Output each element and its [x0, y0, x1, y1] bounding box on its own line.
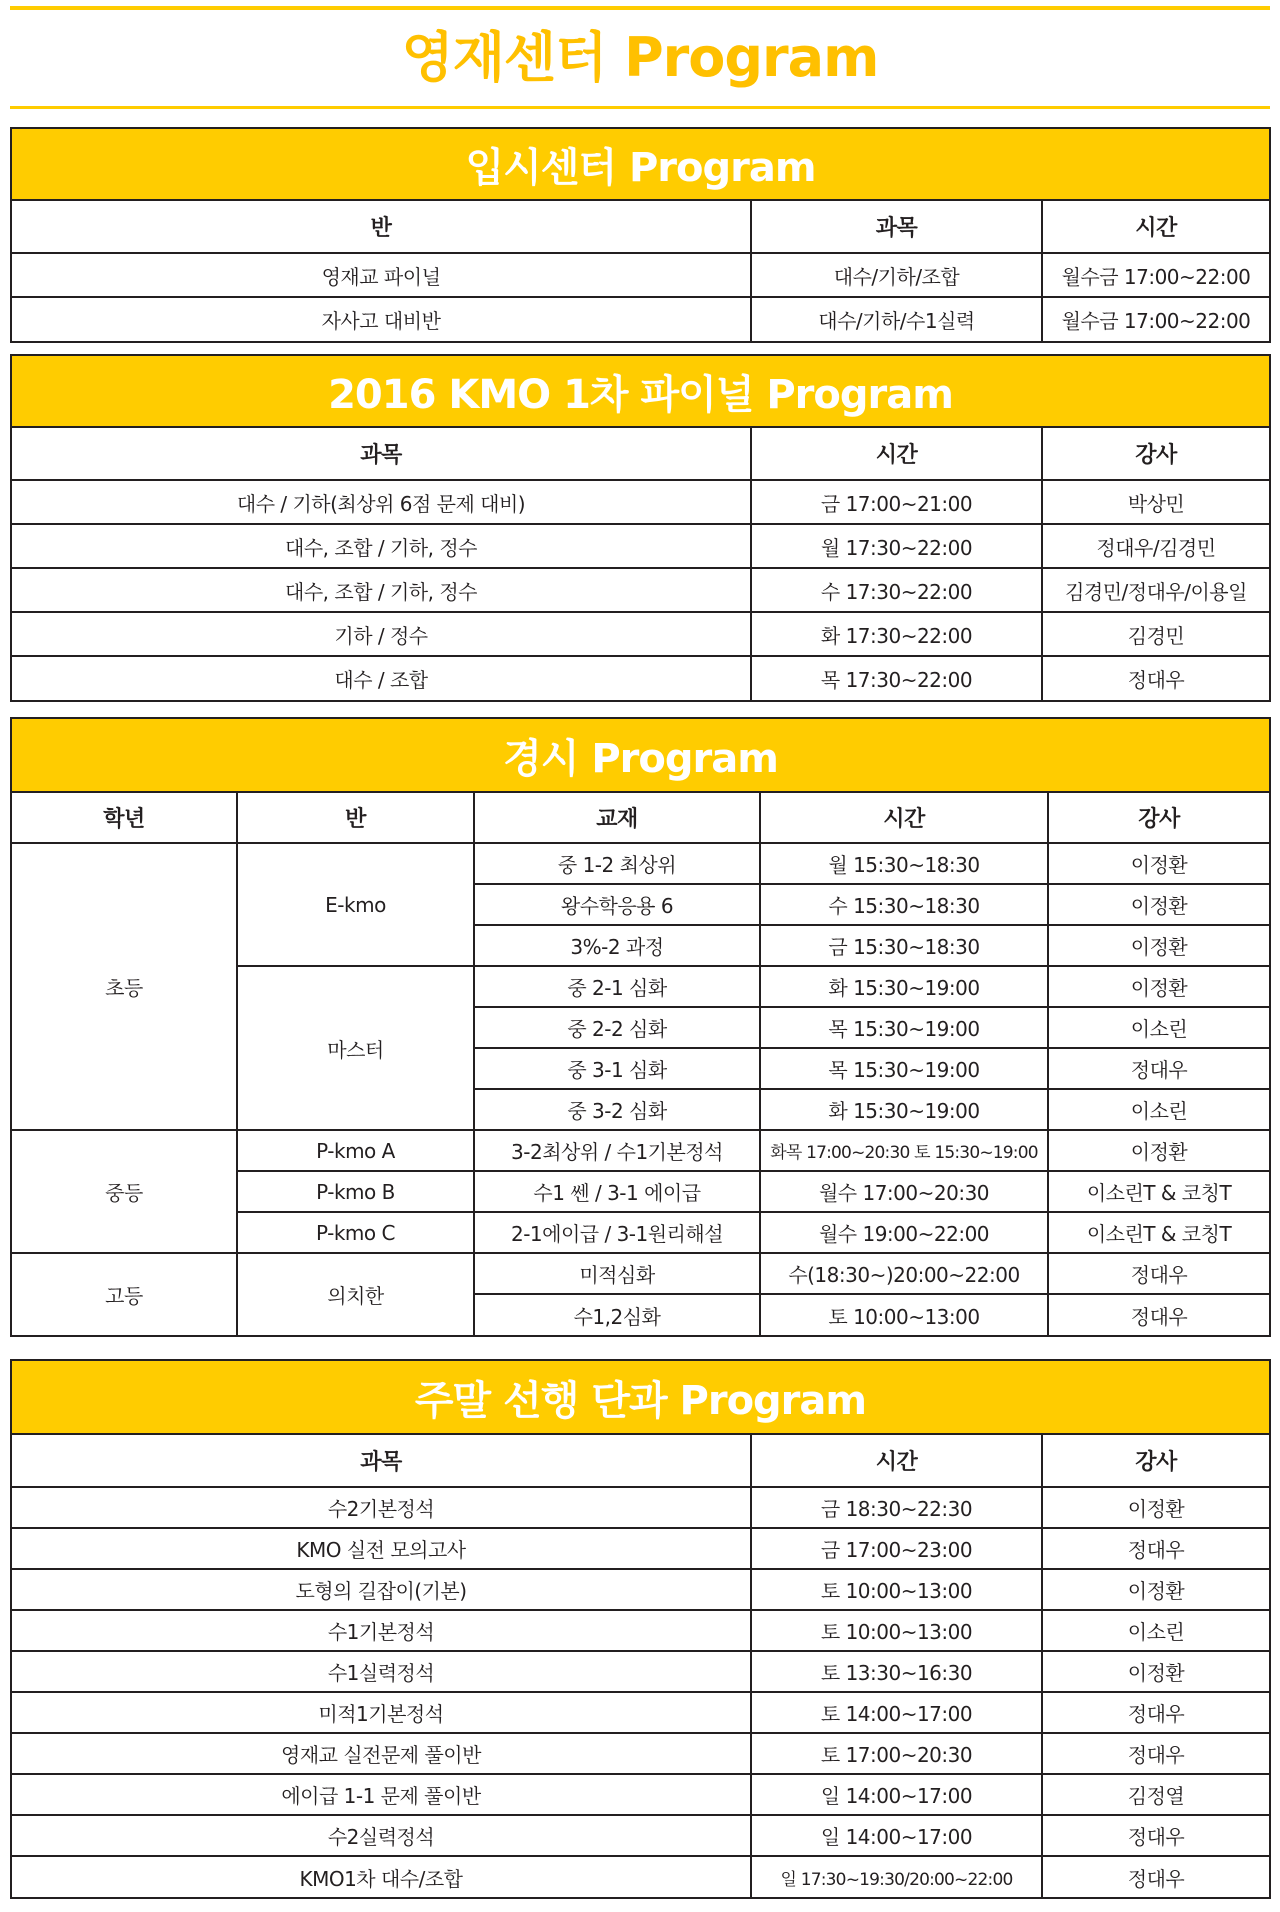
admission-section [10, 127, 1271, 343]
cell-instructor: 정대우 [1048, 1294, 1269, 1335]
cell-textbook: 2-1에이급 / 3-1원리해설 [474, 1212, 760, 1253]
cell-textbook: 중 3-2 심화 [474, 1089, 760, 1130]
cell-instructor: 김경민/정대우/이용일 [1042, 568, 1269, 612]
col-header-instructor: 강사 [1042, 428, 1269, 480]
cell-grade: 중등 [12, 1130, 237, 1253]
cell-class: E-kmo [237, 843, 474, 966]
cell-instructor: 김정열 [1042, 1774, 1269, 1815]
cell-textbook: 왕수학응용 6 [474, 884, 760, 925]
cell-time: 수 15:30~18:30 [760, 884, 1048, 925]
cell-class: 영재교 파이널 [12, 253, 751, 297]
cell-textbook: 미적심화 [474, 1253, 760, 1294]
cell-subject: 기하 / 정수 [12, 612, 751, 656]
cell-subject: 수1기본정석 [12, 1610, 751, 1651]
col-header-time: 시간 [1042, 201, 1269, 253]
cell-textbook: 중 1-2 최상위 [474, 843, 760, 884]
col-header-class: 반 [12, 201, 751, 253]
cell-textbook: 3%-2 과정 [474, 925, 760, 966]
cell-time: 일 14:00~17:00 [751, 1815, 1042, 1856]
cell-time: 금 17:00~23:00 [751, 1528, 1042, 1569]
cell-instructor: 정대우 [1042, 1528, 1269, 1569]
table-row [12, 1692, 1269, 1733]
col-header-textbook: 교재 [474, 793, 760, 843]
cell-time: 월 15:30~18:30 [760, 843, 1048, 884]
table-row [12, 524, 1269, 568]
cell-instructor: 이소린T & 코칭T [1048, 1171, 1269, 1212]
table-row [12, 1774, 1269, 1815]
top-rule [10, 6, 1270, 10]
cell-time: 일 17:30~19:30/20:00~22:00 [751, 1856, 1042, 1897]
admission-section-title: 입시센터 Program [12, 129, 1269, 201]
cell-time: 목 15:30~19:00 [760, 1048, 1048, 1089]
cell-textbook: 수1 쎈 / 3-1 에이급 [474, 1171, 760, 1212]
cell-subject: 수2기본정석 [12, 1487, 751, 1528]
cell-time: 토 14:00~17:00 [751, 1692, 1042, 1733]
cell-class: 마스터 [237, 966, 474, 1130]
weekend-table [12, 1435, 1269, 1897]
cell-time: 화 15:30~19:00 [760, 1089, 1048, 1130]
cell-subject: 에이급 1-1 문제 풀이반 [12, 1774, 751, 1815]
cell-time: 월 17:30~22:00 [751, 524, 1042, 568]
table-row [12, 1130, 1269, 1171]
table-row [12, 297, 1269, 341]
cell-instructor: 박상민 [1042, 480, 1269, 524]
cell-instructor: 정대우 [1042, 656, 1269, 700]
cell-subject: KMO 실전 모의고사 [12, 1528, 751, 1569]
table-row [12, 1733, 1269, 1774]
cell-subject: 수1실력정석 [12, 1651, 751, 1692]
cell-textbook: 중 2-2 심화 [474, 1007, 760, 1048]
table-row [12, 656, 1269, 700]
col-header-class: 반 [237, 793, 474, 843]
kmo-final-table [12, 428, 1269, 700]
cell-instructor: 이소린 [1048, 1007, 1269, 1048]
cell-class: P-kmo B [237, 1171, 474, 1212]
kmo-final-section [10, 354, 1271, 702]
cell-time: 토 17:00~20:30 [751, 1733, 1042, 1774]
page-title: 영재센터 Program [401, 26, 879, 89]
cell-time: 금 18:30~22:30 [751, 1487, 1042, 1528]
cell-time: 수(18:30~)20:00~22:00 [760, 1253, 1048, 1294]
cell-time: 토 13:30~16:30 [751, 1651, 1042, 1692]
col-header-instructor: 강사 [1048, 793, 1269, 843]
cell-time: 금 17:00~21:00 [751, 480, 1042, 524]
cell-time: 목 15:30~19:00 [760, 1007, 1048, 1048]
admission-table [12, 201, 1269, 341]
contest-section [10, 717, 1271, 1337]
table-row [12, 1856, 1269, 1897]
cell-instructor: 이정환 [1048, 925, 1269, 966]
cell-class: P-kmo A [237, 1130, 474, 1171]
col-header-instructor: 강사 [1042, 1435, 1269, 1487]
title-underline [10, 106, 1270, 109]
cell-subject: 대수, 조합 / 기하, 정수 [12, 568, 751, 612]
cell-subject: 대수, 조합 / 기하, 정수 [12, 524, 751, 568]
contest-section-title: 경시 Program [12, 719, 1269, 793]
cell-instructor: 이정환 [1048, 1130, 1269, 1171]
cell-time: 토 10:00~13:00 [751, 1610, 1042, 1651]
cell-textbook: 중 2-1 심화 [474, 966, 760, 1007]
cell-grade: 초등 [12, 843, 237, 1130]
cell-time: 월수 17:00~20:30 [760, 1171, 1048, 1212]
cell-time: 월수금 17:00~22:00 [1042, 297, 1269, 341]
cell-instructor: 정대우 [1048, 1253, 1269, 1294]
cell-class: 자사고 대비반 [12, 297, 751, 341]
kmo-final-section-title: 2016 KMO 1차 파이널 Program [12, 356, 1269, 428]
cell-time: 월수 19:00~22:00 [760, 1212, 1048, 1253]
cell-subject: 대수/기하/조합 [751, 253, 1042, 297]
cell-time: 수 17:30~22:00 [751, 568, 1042, 612]
table-row [12, 253, 1269, 297]
cell-class: P-kmo C [237, 1212, 474, 1253]
cell-instructor: 김경민 [1042, 612, 1269, 656]
cell-textbook: 수1,2심화 [474, 1294, 760, 1335]
cell-time: 토 10:00~13:00 [751, 1569, 1042, 1610]
cell-instructor: 정대우 [1042, 1856, 1269, 1897]
cell-subject: 영재교 실전문제 풀이반 [12, 1733, 751, 1774]
col-header-time: 시간 [751, 1435, 1042, 1487]
cell-time: 화 17:30~22:00 [751, 612, 1042, 656]
cell-instructor: 이소린 [1048, 1089, 1269, 1130]
cell-class: 의치한 [237, 1253, 474, 1335]
cell-time: 월수금 17:00~22:00 [1042, 253, 1269, 297]
cell-time: 금 15:30~18:30 [760, 925, 1048, 966]
cell-time: 토 10:00~13:00 [760, 1294, 1048, 1335]
cell-subject: KMO1차 대수/조합 [12, 1856, 751, 1897]
col-header-time: 시간 [760, 793, 1048, 843]
contest-table [12, 793, 1269, 1335]
table-row [12, 1487, 1269, 1528]
cell-textbook: 3-2최상위 / 수1기본정석 [474, 1130, 760, 1171]
cell-instructor: 정대우 [1042, 1733, 1269, 1774]
cell-subject: 대수 / 조합 [12, 656, 751, 700]
col-header-subject: 과목 [12, 1435, 751, 1487]
cell-instructor: 정대우 [1042, 1815, 1269, 1856]
cell-instructor: 이정환 [1048, 843, 1269, 884]
table-row [12, 612, 1269, 656]
cell-textbook: 중 3-1 심화 [474, 1048, 760, 1089]
cell-subject: 도형의 길잡이(기본) [12, 1569, 751, 1610]
cell-instructor: 정대우 [1042, 1692, 1269, 1733]
cell-time: 화 15:30~19:00 [760, 966, 1048, 1007]
table-row [12, 1610, 1269, 1651]
table-row [12, 1253, 1269, 1294]
cell-instructor: 이정환 [1048, 884, 1269, 925]
table-row [12, 1528, 1269, 1569]
table-row [12, 1569, 1269, 1610]
cell-time: 화목 17:00~20:30 토 15:30~19:00 [760, 1130, 1048, 1171]
cell-instructor: 정대우 [1048, 1048, 1269, 1089]
table-row [12, 843, 1269, 884]
cell-grade: 고등 [12, 1253, 237, 1335]
weekend-section [10, 1359, 1271, 1899]
table-row [12, 1815, 1269, 1856]
cell-instructor: 이정환 [1042, 1569, 1269, 1610]
cell-subject: 대수 / 기하(최상위 6점 문제 대비) [12, 480, 751, 524]
cell-subject: 수2실력정석 [12, 1815, 751, 1856]
cell-instructor: 이정환 [1042, 1487, 1269, 1528]
table-row [12, 568, 1269, 612]
cell-instructor: 이소린 [1042, 1610, 1269, 1651]
cell-instructor: 이소린T & 코칭T [1048, 1212, 1269, 1253]
cell-subject: 미적1기본정석 [12, 1692, 751, 1733]
table-row [12, 1651, 1269, 1692]
table-row [12, 480, 1269, 524]
col-header-grade: 학년 [12, 793, 237, 843]
col-header-subject: 과목 [12, 428, 751, 480]
weekend-section-title: 주말 선행 단과 Program [12, 1361, 1269, 1435]
cell-subject: 대수/기하/수1실력 [751, 297, 1042, 341]
col-header-time: 시간 [751, 428, 1042, 480]
cell-time: 목 17:30~22:00 [751, 656, 1042, 700]
cell-time: 일 14:00~17:00 [751, 1774, 1042, 1815]
cell-instructor: 이정환 [1042, 1651, 1269, 1692]
col-header-subject: 과목 [751, 201, 1042, 253]
cell-instructor: 정대우/김경민 [1042, 524, 1269, 568]
cell-instructor: 이정환 [1048, 966, 1269, 1007]
